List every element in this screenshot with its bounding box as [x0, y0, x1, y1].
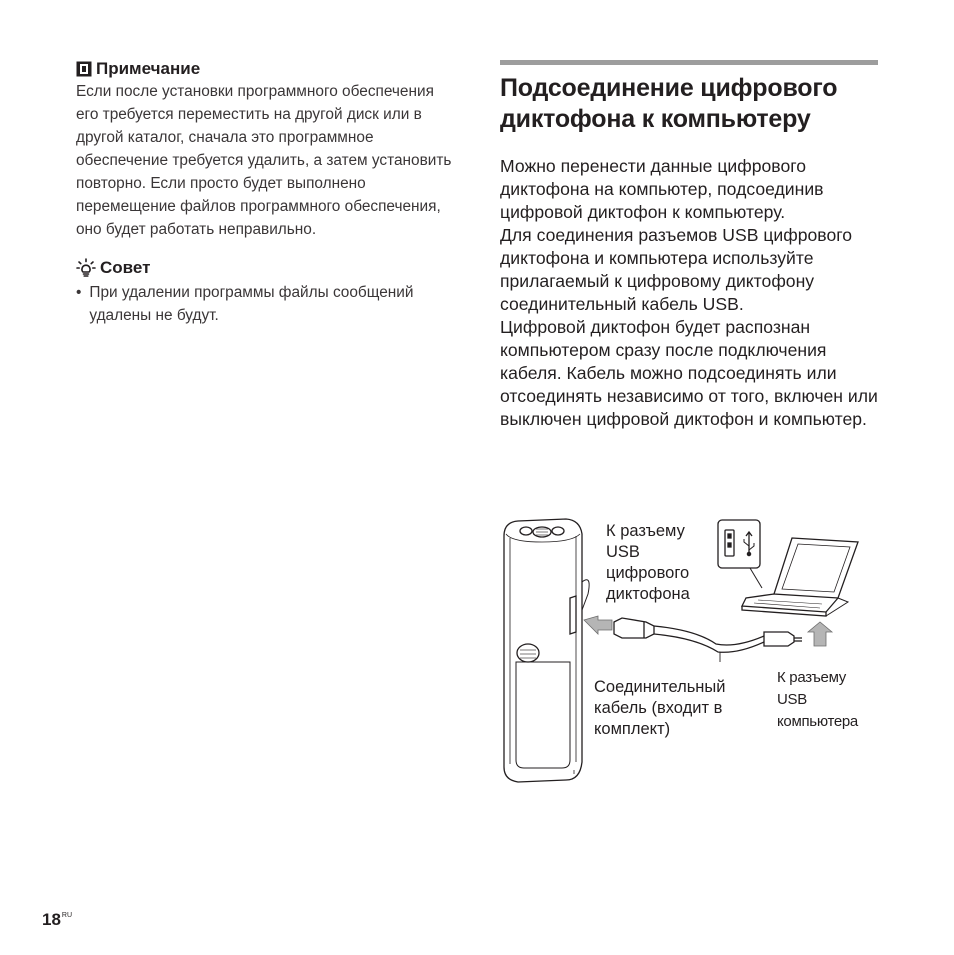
note-heading-text: Примечание	[96, 59, 201, 78]
recorder-drawing	[504, 519, 589, 782]
tip-list	[76, 281, 456, 327]
left-column	[76, 58, 456, 327]
page-language: RU	[61, 912, 73, 919]
note-heading	[76, 58, 456, 80]
usb-cable-drawing	[614, 618, 802, 662]
page-number-value: 18	[42, 910, 61, 929]
list-item	[76, 281, 456, 327]
note-text: Если после установки программного обеспечения его требуется переместить на другой диск или в другой каталог, сначала это программное обеспечение требуется удалить, а затем установить повторно. Если просто будет выполнено перемещение файлов программного обеспечения, оно будет работать неправильно.	[76, 83, 452, 238]
tip-heading-text: Совет	[100, 258, 151, 277]
section-body: Можно перенести данные цифрового диктофона на компьютер, подсоединив цифровой диктофон к компьютеру. Для соединения разъемов USB цифрового диктофона и компьютера используйте прилагаемый к цифровому диктофону соединительный кабель USB. Цифровой диктофон будет распознан компьютером сразу после подключения кабеля. Кабель можно подсоединять или отсоединять независимо от того, включен или выключен цифровой диктофон и компьютер.	[500, 156, 878, 429]
label-recorder-usb-port: К разъему USB цифрового диктофона	[606, 522, 690, 603]
label-computer-usb-port: К разъему USB компьютера	[777, 669, 858, 730]
note-icon	[76, 61, 92, 77]
right-column	[500, 60, 880, 431]
computer-usb-arrow	[808, 622, 832, 646]
tip-item-text: При удалении программы файлы сообщений удалены не будут.	[89, 284, 414, 324]
usb-port-callout	[718, 520, 762, 588]
section-rule	[500, 60, 878, 65]
lightbulb-icon	[76, 258, 96, 278]
page-number	[42, 910, 72, 930]
label-connecting-cable: Соединительный кабель (входит в комплект)	[594, 678, 726, 738]
tip-heading	[76, 257, 456, 279]
recorder-usb-arrow	[584, 616, 612, 634]
bullet: •	[76, 284, 82, 301]
section-title: Подсоединение цифрового диктофона к компьютеру	[500, 74, 838, 133]
connection-illustration	[496, 512, 886, 792]
